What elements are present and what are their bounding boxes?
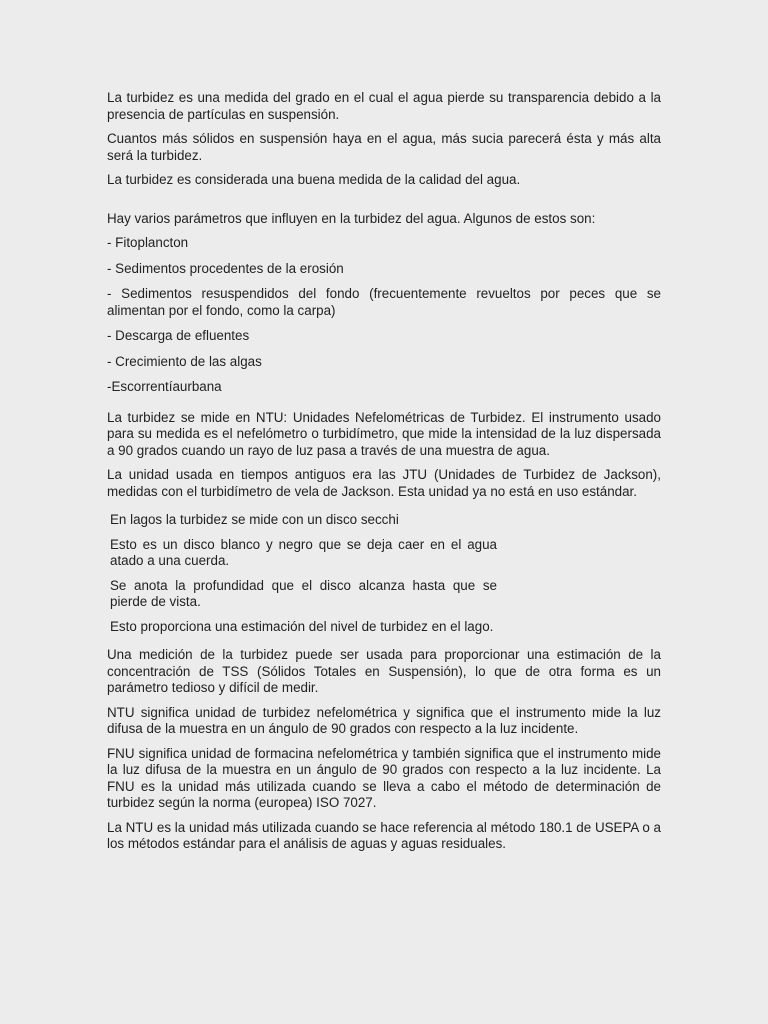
intro-paragraph-1: La turbidez es una medida del grado en el cual el agua pierde su transparencia debido a la presencia de partículas en suspensión. xyxy=(107,90,661,122)
closing-paragraph-fnu: FNU significa unidad de formacina nefelométrica y también significa que el instrumento mide la luz difusa de la muestra en un ángulo de 90 grados con respecto a la luz incidente. La FNU es la unidad más utilizada cuando se lleva a cabo el método de determinación de turbidez según la norma (europea) ISO 7027. xyxy=(107,745,661,810)
parameter-item-algae-growth: - Crecimiento de las algas xyxy=(107,353,262,369)
secchi-disk-section xyxy=(110,512,497,635)
parameter-item-effluent-discharge: - Descarga de efluentes xyxy=(107,328,250,343)
ntu-paragraph-1: La turbidez se mide en NTU: Unidades Nefelométricas de Turbidez. El instrumento usado para su medida es el nefelómetro o turbidímetro, que mide la intensidad de la luz dispersada a 90 grados cuando un rayo de luz pasa a través de una muestra de agua. xyxy=(107,409,661,458)
secchi-line-1: En lagos la turbidez se mide con un disco secchi xyxy=(110,512,399,527)
parameter-item-phytoplankton: - Fitoplancton xyxy=(107,235,189,250)
closing-paragraph-tss: Una medición de la turbidez puede ser usada para proporcionar una estimación de la concentración de TSS (Sólidos Totales en Suspensión), lo que de otra forma es un parámetro tedioso y difícil de medir. xyxy=(107,647,661,695)
parameter-item-erosion-sediments: - Sedimentos procedentes de la erosión xyxy=(107,260,344,276)
secchi-line-4: Esto proporciona una estimación del nivel de turbidez en el lago. xyxy=(110,618,494,634)
closing-paragraph-ntu: NTU significa unidad de turbidez nefelométrica y significa que el instrumento mide la luz difusa de la muestra en un ángulo de 90 grados con respecto a la luz incidente. xyxy=(107,704,661,736)
parameter-item-urban-runoff: -Escorrentíaurbana xyxy=(107,379,222,394)
parameters-intro: Hay varios parámetros que influyen en la turbidez del agua. Algunos de estos son: xyxy=(107,210,596,226)
document-body xyxy=(107,90,661,861)
closing-paragraph-usepa: La NTU es la unidad más utilizada cuando se hace referencia al método 180.1 de USEPA o a los métodos estándar para el análisis de aguas y aguas residuales. xyxy=(107,819,661,851)
intro-paragraph-3: La turbidez es considerada una buena medida de la calidad del agua. xyxy=(107,172,521,187)
ntu-paragraph-2: La unidad usada en tiempos antiguos era las JTU (Unidades de Turbidez de Jackson), medidas con el turbidímetro de vela de Jackson. Esta unidad ya no está en uso estándar. xyxy=(107,467,661,499)
parameter-item-resuspended-sediments: - Sedimentos resuspendidos del fondo (frecuentemente revueltos por peces que se alimentan por el fondo, como la carpa) xyxy=(107,286,661,318)
secchi-line-2: Esto es un disco blanco y negro que se deja caer en el agua atado a una cuerda. xyxy=(110,536,497,568)
secchi-line-3: Se anota la profundidad que el disco alcanza hasta que se pierde de vista. xyxy=(110,577,497,609)
intro-paragraph-2: Cuantos más sólidos en suspensión haya en el agua, más sucia parecerá ésta y más alta será la turbidez. xyxy=(107,131,661,163)
